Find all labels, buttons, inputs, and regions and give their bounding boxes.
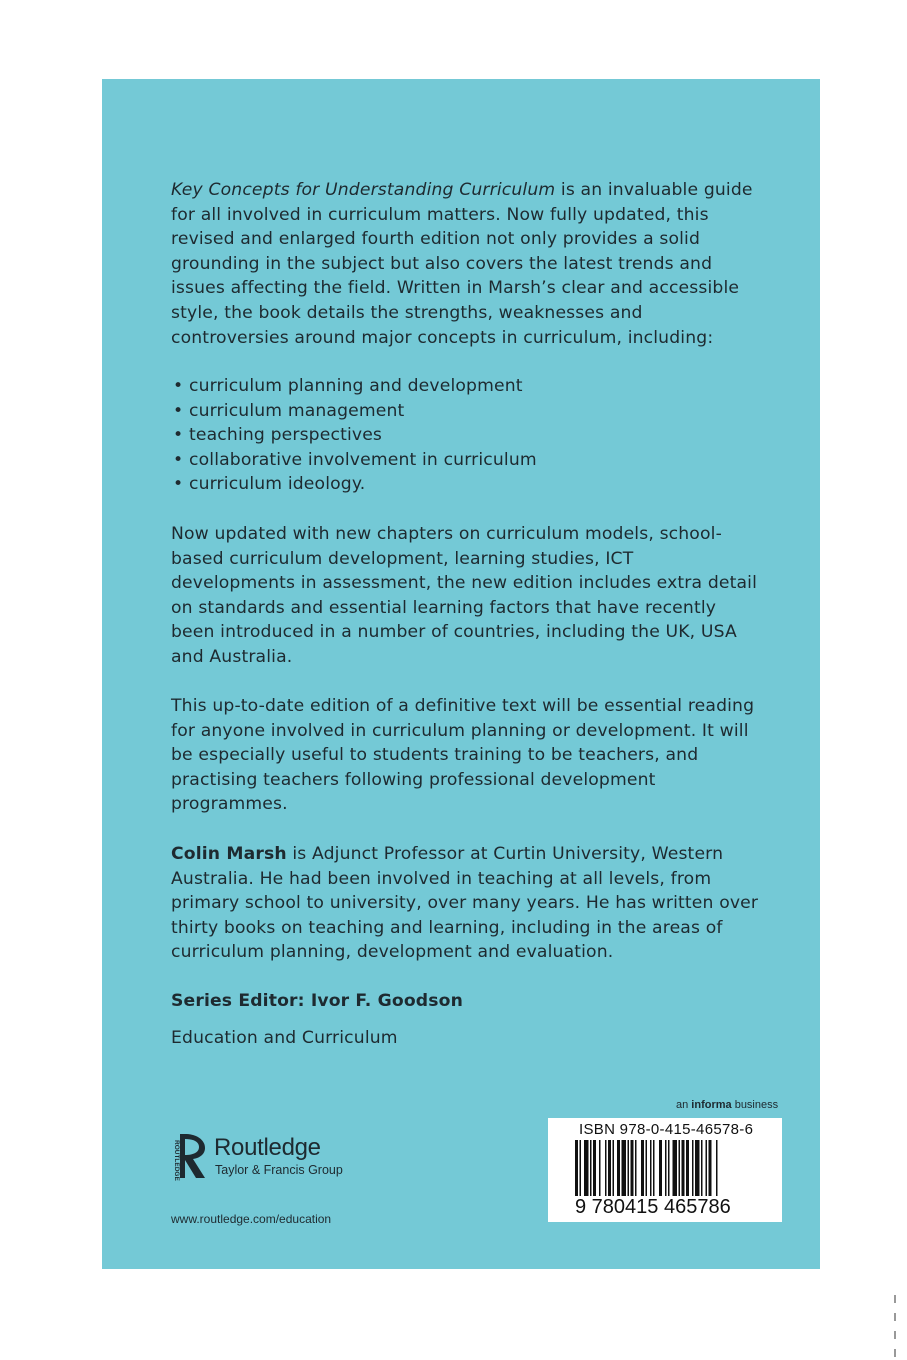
barcode-bar bbox=[613, 1140, 615, 1196]
barcode-bar bbox=[580, 1140, 582, 1196]
barcode-bar bbox=[575, 1140, 578, 1196]
list-item: • teaching perspectives bbox=[173, 423, 537, 448]
barcode-bar bbox=[679, 1140, 681, 1196]
informa-prefix: an bbox=[676, 1099, 692, 1111]
updates-text: Now updated with new chapters on curriculum models, school-based curriculum development, learning studies, ICT developments in assessment, the new edition includes extra detail on standards and essential learning factors that have recently been introduced in a number of countries, including the UK, USA and Australia. bbox=[171, 524, 758, 667]
concepts-list bbox=[173, 374, 537, 497]
author-name: Colin Marsh bbox=[171, 844, 287, 864]
barcode-bar bbox=[584, 1140, 589, 1196]
barcode-bar bbox=[622, 1140, 627, 1196]
barcode-bar bbox=[682, 1140, 685, 1196]
barcode-bar bbox=[641, 1140, 644, 1196]
barcode-bar bbox=[695, 1140, 700, 1196]
author-bio bbox=[171, 842, 761, 965]
barcode-bar bbox=[709, 1140, 712, 1196]
series-name: Education and Curriculum bbox=[171, 1028, 398, 1048]
isbn-digits: 9 780415 465786 bbox=[575, 1196, 731, 1218]
barcode-bar bbox=[659, 1140, 662, 1196]
barcode-bar bbox=[686, 1140, 689, 1196]
barcode-bar bbox=[650, 1140, 652, 1196]
barcode-box bbox=[548, 1118, 782, 1222]
barcode-bar bbox=[599, 1140, 601, 1196]
list-item: • curriculum ideology. bbox=[173, 472, 537, 497]
informa-suffix: business bbox=[731, 1099, 779, 1111]
list-item: • curriculum planning and development bbox=[173, 374, 537, 399]
barcode-bar bbox=[590, 1140, 592, 1196]
barcode-bar bbox=[635, 1140, 637, 1196]
barcode-bar bbox=[605, 1140, 607, 1196]
updates-paragraph bbox=[171, 522, 761, 670]
informa-tagline bbox=[676, 1099, 778, 1111]
series-editor: Series Editor: Ivor F. Goodson bbox=[171, 991, 463, 1011]
audience-text: This up-to-date edition of a definitive text will be essential reading for anyone involved in curriculum planning or development. It will be especially useful to students training to be teachers, and practising teachers following professional development programmes. bbox=[171, 696, 755, 815]
intro-text: is an invaluable guide for all involved in curriculum matters. Now fully updated, this revised and enlarged fourth edition not only provides a solid grounding in the subject but also covers the latest trends and issues affecting the field. Written in Marsh’s clear and accessible style, the book details the strengths, weaknesses and controversies around major concepts in curriculum, including: bbox=[171, 180, 753, 348]
barcode-bar bbox=[706, 1140, 708, 1196]
isbn-label: ISBN 978-0-415-46578-6 bbox=[579, 1121, 754, 1138]
barcode-bar bbox=[617, 1140, 620, 1196]
list-item: • collaborative involvement in curriculum bbox=[173, 448, 537, 473]
list-item: • curriculum management bbox=[173, 399, 537, 424]
barcode-bar bbox=[653, 1140, 655, 1196]
intro-paragraph bbox=[171, 178, 761, 350]
barcode-icon bbox=[575, 1140, 770, 1196]
barcode-bar bbox=[665, 1140, 667, 1196]
barcode-bar bbox=[628, 1140, 630, 1196]
barcode-bar bbox=[692, 1140, 694, 1196]
barcode-bar bbox=[646, 1140, 648, 1196]
crop-mark-icon bbox=[892, 1295, 898, 1360]
book-title-italic: Key Concepts for Understanding Curriculum bbox=[171, 180, 556, 200]
publisher-website: www.routledge.com/education bbox=[171, 1212, 332, 1226]
routledge-logo-icon bbox=[171, 1132, 211, 1182]
barcode-bar bbox=[716, 1140, 718, 1196]
logo-vertical-text: ROUTLEDGE bbox=[173, 1140, 180, 1181]
publisher-name: Routledge bbox=[214, 1134, 321, 1161]
barcode-bar bbox=[668, 1140, 670, 1196]
author-bio-text: is Adjunct Professor at Curtin University, Western Australia. He had been involved in teaching at all levels, from primary school to university, over many years. He has written over thirty books on teaching and learning, including in the areas of curriculum planning, development and evaluation. bbox=[171, 844, 759, 963]
barcode-bar bbox=[631, 1140, 634, 1196]
barcode-bar bbox=[608, 1140, 611, 1196]
audience-paragraph bbox=[171, 694, 761, 817]
barcode-bar bbox=[701, 1140, 703, 1196]
informa-brand: informa bbox=[691, 1099, 732, 1111]
publisher-group: Taylor & Francis Group bbox=[215, 1163, 343, 1177]
barcode-bar bbox=[673, 1140, 678, 1196]
barcode-bar bbox=[593, 1140, 596, 1196]
